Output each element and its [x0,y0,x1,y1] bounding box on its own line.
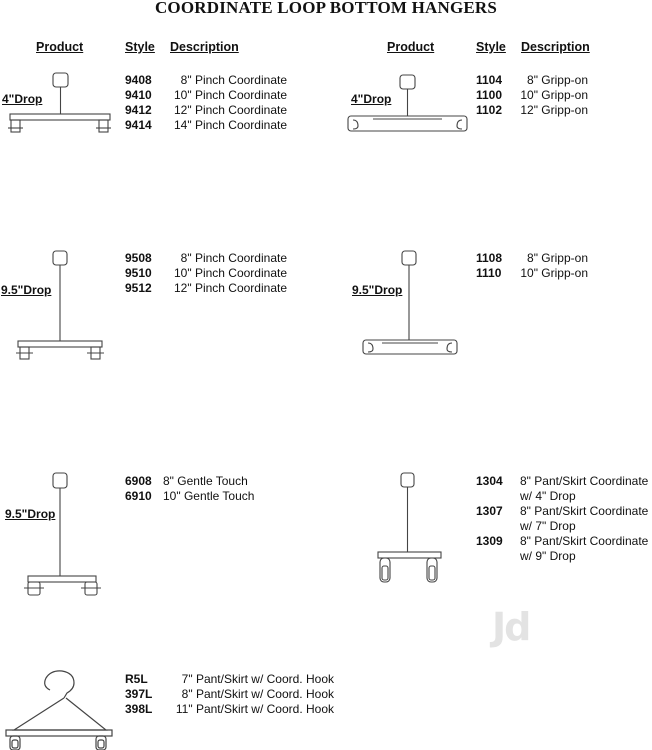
description-header-right: Description [521,40,590,54]
list-item: 6908 8" Gentle Touch [125,474,248,488]
list-item: 9408 8" Pinch Coordinate [125,73,287,87]
list-item: 9414 14" Pinch Coordinate [125,118,287,132]
drop-label: 9.5"Drop [1,283,52,297]
list-item: w/ 4" Drop [520,489,576,503]
pant-skirt-coordinate-hanger-icon [374,470,449,588]
list-item: 1100 10" Gripp-on [476,88,588,102]
pinch-hanger-short-icon [6,70,116,136]
drop-label: 4"Drop [351,92,392,106]
list-item: 9510 10" Pinch Coordinate [125,266,287,280]
page-title: COORDINATE LOOP BOTTOM HANGERS [154,0,498,17]
grippon-hanger-long-icon [360,248,460,364]
list-item: 9412 12" Pinch Coordinate [125,103,287,117]
description-header-left: Description [170,40,239,54]
product-header-left: Product [36,40,84,54]
list-item: w/ 9" Drop [520,549,576,563]
list-item: 1304 8" Pant/Skirt Coordinate [476,474,649,488]
watermark-logo: Jd [492,605,530,649]
list-item: 397L 8" Pant/Skirt w/ Coord. Hook [125,687,334,701]
style-header-left: Style [125,40,155,54]
hook-pant-skirt-hanger-icon [2,668,117,750]
list-item: R5L 7" Pant/Skirt w/ Coord. Hook [125,672,334,686]
drop-label: 9.5"Drop [352,283,403,297]
list-item: 6910 10" Gentle Touch [125,489,255,503]
list-item: 1309 8" Pant/Skirt Coordinate [476,534,649,548]
grippon-hanger-short-icon [345,72,470,138]
drop-label: 9.5"Drop [5,507,56,521]
list-item: 9512 12" Pinch Coordinate [125,281,287,295]
list-item: 1307 8" Pant/Skirt Coordinate [476,504,649,518]
pinch-hanger-long-icon [12,248,107,364]
list-item: 1108 8" Gripp-on [476,251,588,265]
list-item: 9508 8" Pinch Coordinate [125,251,287,265]
drop-label: 4"Drop [2,92,43,106]
list-item: 1104 8" Gripp-on [476,73,588,87]
gentle-touch-hanger-icon [22,470,107,600]
list-item: 398L 11" Pant/Skirt w/ Coord. Hook [125,702,334,716]
list-item: w/ 7" Drop [520,519,576,533]
list-item: 1102 12" Gripp-on [476,103,588,117]
style-header-right: Style [476,40,506,54]
list-item: 9410 10" Pinch Coordinate [125,88,287,102]
product-header-right: Product [387,40,435,54]
list-item: 1110 10" Gripp-on [476,266,588,280]
